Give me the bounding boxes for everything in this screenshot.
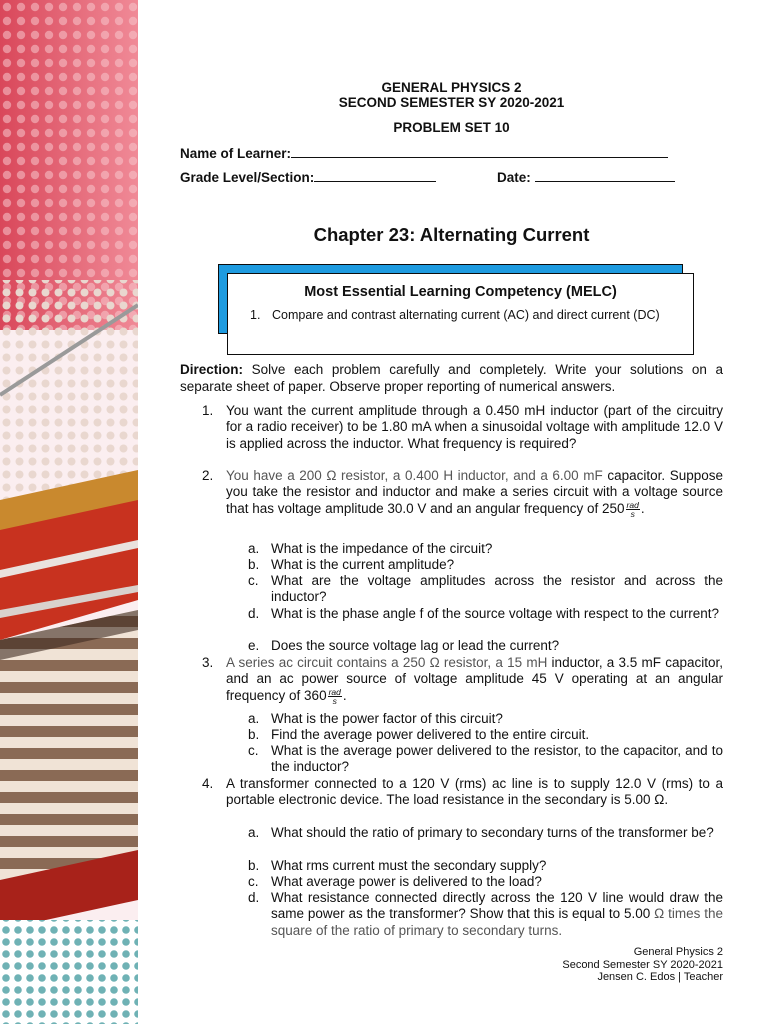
sub-text: Does the source voltage lag or lead the current?	[271, 638, 560, 653]
name-label: Name of Learner:	[180, 146, 292, 161]
sub-text: What rms current must the secondary supply?	[271, 858, 547, 873]
question-text	[226, 655, 723, 705]
fraction-numerator: rad	[328, 686, 341, 697]
decorative-side-banner	[0, 0, 138, 1024]
sub-letter: a.	[248, 711, 260, 726]
footer-semester: Second Semester SY 2020-2021	[562, 958, 723, 971]
problem-set-title: PROBLEM SET 10	[393, 120, 510, 135]
question-3c	[248, 743, 723, 776]
question-text: You want the current amplitude through a 0.450 mH inductor (part of the circuitry for a radio receiver) to be 1.80 mA when a sinusoidal voltage with amplitude 12.0 V is applied across the inductor. What frequency is required?	[226, 403, 723, 451]
question-2e	[248, 638, 723, 654]
sub-letter: a.	[248, 541, 260, 556]
sub-text: What is the impedance of the circuit?	[271, 541, 493, 556]
melc-box	[227, 273, 694, 355]
question-2d	[248, 606, 723, 622]
omega-value: 250	[602, 500, 625, 516]
sub-text: What is the power factor of this circuit?	[271, 711, 503, 726]
name-blank	[291, 146, 668, 158]
melc-item-text: Compare and contrast alternating current (AC) and direct current (DC)	[272, 308, 660, 322]
name-field	[180, 146, 668, 161]
sub-letter: e.	[248, 638, 260, 653]
question-2b	[248, 557, 723, 573]
sub-letter: c.	[248, 874, 259, 889]
fraction-denominator: s	[630, 508, 635, 519]
sentence-end: .	[640, 500, 645, 516]
sub-letter: b.	[248, 557, 260, 572]
fraction-denominator: s	[332, 695, 337, 706]
question-text-part: inductor, a 3.5 mF capacitor, and an ac power source of voltage amplitude 45 V operating at an angular frequency of	[226, 655, 724, 703]
sub-letter: b.	[248, 727, 260, 742]
question-4	[202, 776, 723, 809]
page-footer	[562, 946, 723, 984]
date-field	[497, 170, 675, 185]
semester-title: SECOND SEMESTER SY 2020-2021	[338, 95, 565, 110]
sub-text: What is the average power delivered to the resistor, to the capacitor, and to the inductor?	[271, 743, 723, 775]
question-text-part: You have a 200 Ω resistor, a 0.400 H inductor, and a 6.00 mF	[226, 468, 603, 483]
sub-letter: c.	[248, 573, 259, 588]
question-2a	[248, 541, 723, 557]
sub-letter: d.	[248, 606, 260, 621]
question-3b	[248, 727, 723, 743]
sub-text: What average power is delivered to the load?	[271, 874, 542, 889]
worksheet-page	[180, 0, 723, 1024]
question-4d	[248, 890, 723, 939]
melc-item-number: 1.	[250, 308, 261, 322]
question-4a	[248, 825, 723, 841]
sub-letter: a.	[248, 825, 260, 840]
direction-label: Direction:	[180, 362, 244, 377]
sub-text: What is the phase angle f of the source voltage with respect to the current?	[271, 606, 720, 621]
sub-text	[271, 890, 723, 939]
question-number: 4.	[202, 776, 214, 791]
chapter-title: Chapter 23: Alternating Current	[313, 224, 590, 245]
question-2	[202, 468, 723, 518]
rad-per-s-fraction	[328, 688, 342, 705]
question-3	[202, 655, 723, 705]
date-blank	[535, 170, 675, 182]
date-label: Date:	[497, 170, 531, 185]
sub-text: What are the voltage amplitudes across the resistor and across the inductor?	[271, 573, 723, 605]
sub-text: What is the current amplitude?	[271, 557, 455, 572]
question-text-part: capacitor. Suppose you take the resistor and inductor and make a series circuit with a voltage source that has voltage amplitude 30.0 V and an angular frequency of	[226, 468, 723, 516]
question-text-part: A series ac circuit contains a 250 Ω resistor, a 15 mH	[226, 655, 548, 670]
course-title: GENERAL PHYSICS 2	[381, 80, 522, 95]
fraction-numerator: rad	[626, 499, 639, 510]
question-number: 2.	[202, 468, 214, 483]
sub-text: What should the ratio of primary to secondary turns of the transformer be?	[271, 825, 714, 840]
melc-item	[250, 308, 675, 323]
question-2c	[248, 573, 723, 606]
omega-value: 360	[304, 687, 327, 703]
sub-text-part: Ω times the square of the ratio of primary to secondary turns.	[271, 906, 723, 938]
question-text: A transformer connected to a 120 V (rms) ac line is to supply 12.0 V (rms) to a portable electronic device. The load resistance in the secondary is 5.00 Ω.	[226, 776, 723, 808]
footer-course: General Physics 2	[633, 946, 723, 958]
question-text	[226, 468, 723, 518]
melc-title: Most Essential Learning Competency (MELC)	[304, 284, 617, 300]
side-banner-art	[0, 0, 138, 1024]
direction-paragraph	[180, 362, 723, 395]
question-number: 3.	[202, 655, 214, 670]
grade-blank	[314, 170, 436, 182]
sentence-end: .	[342, 687, 347, 703]
question-4c	[248, 874, 723, 890]
question-4b	[248, 858, 723, 874]
question-number: 1.	[202, 403, 214, 418]
direction-text: Solve each problem carefully and completely. Write your solutions on a separate sheet of paper. Observe proper reporting of numerical answers.	[180, 362, 723, 394]
sub-letter: d.	[248, 890, 260, 905]
question-3a	[248, 711, 723, 727]
grade-field	[180, 170, 436, 185]
sub-text-part: What resistance connected directly across the 120 V line would draw the same power as the transformer? Show that this is equal to 5.00	[271, 890, 723, 922]
footer-teacher: Jensen C. Edos | Teacher	[597, 971, 723, 983]
sub-letter: b.	[248, 858, 260, 873]
sub-letter: c.	[248, 743, 259, 758]
rad-per-s-fraction	[626, 501, 640, 518]
question-1	[202, 403, 723, 452]
grade-label: Grade Level/Section:	[180, 170, 315, 185]
sub-text: Find the average power delivered to the entire circuit.	[271, 727, 590, 742]
